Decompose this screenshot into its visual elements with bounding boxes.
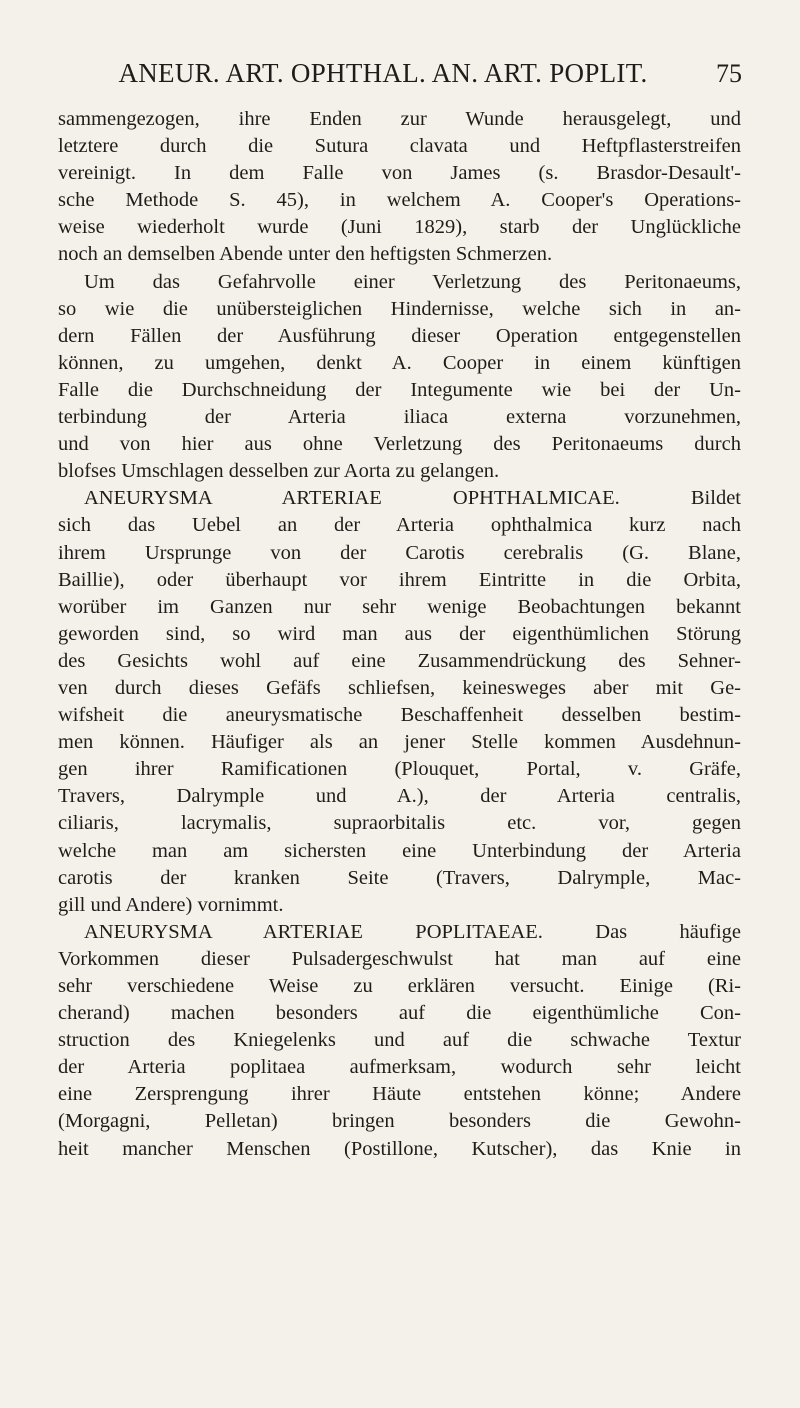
text-line: geworden sind, so wird man aus der eigenthümlichen Störung <box>58 622 741 645</box>
text-line: worüber im Ganzen nur sehr wenige Beobachtungen bekannt <box>58 595 741 618</box>
text-line: des Gesichts wohl auf eine Zusammendrückung des Sehner- <box>58 649 741 672</box>
text-line: sammengezogen, ihre Enden zur Wunde herausgelegt, und <box>58 108 741 130</box>
text-line: weise wiederholt wurde (Juni 1829), starb der Unglückliche <box>58 216 741 239</box>
text-line: cherand) machen besonders auf die eigenthümliche Con- <box>58 1002 741 1025</box>
text-line: letztere durch die Sutura clavata und Heftpflasterstreifen <box>58 135 741 158</box>
running-head: ANEUR. ART. OPHTHAL. AN. ART. POPLIT. <box>118 58 648 88</box>
page-number: 75 <box>716 59 742 88</box>
text-line: können, zu umgehen, denkt A. Cooper in einem künftigen <box>58 351 741 374</box>
text-line: dern Fällen der Ausführung dieser Operation entgegenstellen <box>58 324 741 347</box>
text-line: eine Zersprengung ihrer Häute entstehen könne; Andere <box>58 1083 741 1106</box>
text-line: wifsheit die aneurysmatische Beschaffenheit desselben bestim- <box>58 704 741 727</box>
text-line: sche Methode S. 45), in welchem A. Cooper's Operations- <box>58 189 741 212</box>
section-heading-line: ANEURYSMA ARTERIAE OPHTHALMICAE. Bildet <box>84 487 741 510</box>
body-text <box>58 106 741 1163</box>
text-line: sehr verschiedene Weise zu erklären versucht. Einige (Ri- <box>58 975 741 997</box>
text-line: sich das Uebel an der Arteria ophthalmica kurz nach <box>58 514 741 537</box>
text-line: blofses Umschlagen desselben zur Aorta zu gelangen. <box>58 460 500 483</box>
text-line: ihrem Ursprunge von der Carotis cerebralis (G. Blane, <box>58 541 741 564</box>
text-line: heit mancher Menschen (Postillone, Kutscher), das Knie in <box>58 1137 741 1160</box>
text-line: ven durch dieses Gefäfs schliefsen, keinesweges aber mit Ge- <box>58 676 741 699</box>
text-line: men können. Häufiger als an jener Stelle kommen Ausdehnun- <box>58 731 741 754</box>
text-line: gill und Andere) vornimmt. <box>58 893 284 916</box>
page-header <box>58 58 742 94</box>
text-line: so wie die unübersteiglichen Hindernisse, welche sich in an- <box>58 297 741 320</box>
text-line: Travers, Dalrymple und A.), der Arteria centralis, <box>58 785 741 808</box>
text-line: carotis der kranken Seite (Travers, Dalrymple, Mac- <box>58 866 741 889</box>
text-line: struction des Kniegelenks und auf die schwache Textur <box>58 1029 741 1052</box>
text-line: gen ihrer Ramificationen (Plouquet, Portal, v. Gräfe, <box>58 758 741 781</box>
text-line: ciliaris, lacrymalis, supraorbitalis etc. vor, gegen <box>58 812 741 835</box>
text-line: Falle die Durchschneidung der Integumente wie bei der Un- <box>58 378 741 401</box>
text-line: (Morgagni, Pelletan) bringen besonders die Gewohn- <box>58 1110 741 1133</box>
text-line: und von hier aus ohne Verletzung des Peritonaeums durch <box>58 433 741 456</box>
text-line: terbindung der Arteria iliaca externa vorzunehmen, <box>58 406 741 429</box>
text-line: Um das Gefahrvolle einer Verletzung des Peritonaeums, <box>84 270 741 293</box>
text-line: Vorkommen dieser Pulsadergeschwulst hat man auf eine <box>58 947 741 970</box>
text-line: welche man am sichersten eine Unterbindung der Arteria <box>58 839 741 862</box>
text-line: der Arteria poplitaea aufmerksam, wodurch sehr leicht <box>58 1056 741 1079</box>
text-line: noch an demselben Abende unter den heftigsten Schmerzen. <box>58 243 553 266</box>
text-line: vereinigt. In dem Falle von James (s. Brasdor-Desault'- <box>58 162 741 185</box>
text-line: Baillie), oder überhaupt vor ihrem Eintritte in die Orbita, <box>58 568 741 591</box>
section-heading-line: ANEURYSMA ARTERIAE POPLITAEAE. Das häufige <box>84 920 741 943</box>
